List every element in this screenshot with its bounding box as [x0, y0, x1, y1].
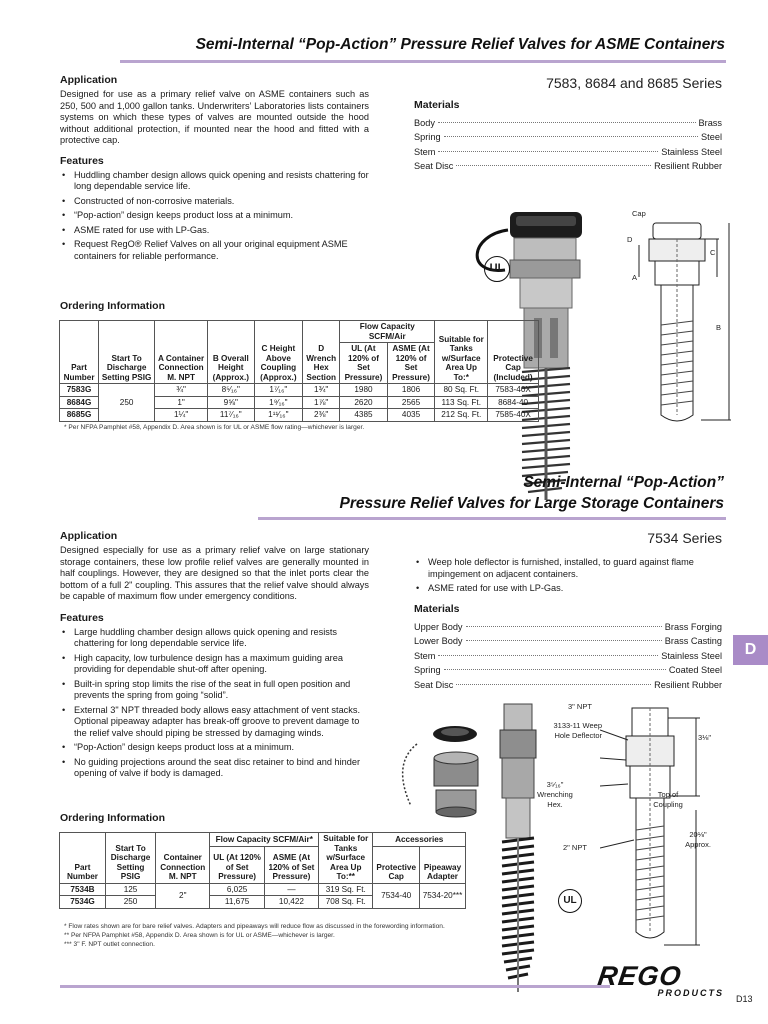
label-cap: Cap	[632, 209, 646, 218]
material-part: Body	[414, 117, 435, 128]
footnote: *** 3" F. NPT outlet connection.	[64, 941, 155, 948]
material-value: Brass Casting	[664, 636, 722, 646]
ordering-table-2	[59, 832, 466, 909]
material-part: Spring	[414, 665, 441, 675]
th-asme: ASME (At 120% of Set Pressure)	[264, 847, 318, 883]
chain-icon	[397, 740, 425, 810]
valve-photo-2	[488, 700, 548, 1000]
material-row	[414, 159, 722, 174]
material-part: Seat Disc	[414, 161, 454, 171]
section1-series: 7583, 8684 and 8685 Series	[546, 75, 722, 91]
cell-asme: —	[264, 883, 318, 896]
material-row	[414, 130, 722, 145]
section1-rule	[120, 60, 726, 63]
material-row	[414, 634, 722, 649]
features-heading: Features	[60, 154, 104, 167]
th-start: Start To Discharge Setting PSIG	[105, 833, 155, 884]
cell-cap: 7534-40	[373, 883, 420, 908]
label-a: A	[632, 273, 638, 282]
cell-a: 1"	[155, 396, 208, 409]
material-value: Brass	[698, 117, 722, 128]
feature-item: • Built-in spring stop limits the rise of the seat in full open position and prevents the spring from going “solid”.	[60, 679, 369, 702]
th-ul: UL (At 120% of Set Pressure)	[340, 343, 388, 384]
th-conn: Container Connection M. NPT	[156, 833, 210, 884]
cell-start: 125	[105, 883, 155, 896]
materials-heading: Materials	[414, 99, 460, 111]
feature-item: • Request RegO® Relief Valves on all your original equipment ASME containers for reliable performance.	[60, 239, 369, 262]
label-wrenching-hex: 3⁵⁄₁₆" Wrenching Hex.	[537, 780, 573, 809]
th-flow: Flow Capacity SCFM/Air	[340, 321, 435, 343]
cell-setting: 250	[99, 384, 155, 422]
material-part: Spring	[414, 132, 441, 142]
ordering-heading: Ordering Information	[60, 812, 165, 824]
label-3-1-8: 3⅛"	[698, 733, 712, 742]
cell-pipeaway: 7534-20***	[420, 883, 466, 908]
th-asme: ASME (At 120% of Set Pressure)	[387, 343, 435, 384]
section-tab-d: D	[733, 635, 768, 665]
th-part: Part Number	[60, 833, 106, 884]
cell-a: 1¼"	[155, 409, 208, 422]
cell-ul: 1980	[340, 384, 388, 397]
material-value: Resilient Rubber	[654, 161, 722, 171]
cell-c: 1⁹⁄₁₆"	[254, 396, 303, 409]
leader-dots	[466, 640, 662, 641]
material-part: Lower Body	[414, 636, 463, 646]
material-row	[414, 663, 722, 678]
cell-d: 2⅜"	[303, 409, 340, 422]
features-list	[60, 170, 369, 263]
cell-ul: 4385	[340, 409, 388, 422]
material-value: Resilient Rubber	[654, 679, 722, 690]
table-row	[60, 384, 539, 397]
cell-ul: 11,675	[210, 896, 264, 909]
th-tanks: Suitable for Tanks w/Surface Area Up To:**	[319, 833, 373, 884]
feature-item: • ASME rated for use with LP-Gas.	[60, 225, 369, 237]
th-pipeaway: Pipeaway Adapter	[420, 847, 466, 883]
label-c: C	[710, 248, 716, 257]
application-heading: Application	[60, 74, 118, 86]
cell-part: 7583G	[60, 384, 99, 397]
cell-ul: 2620	[340, 396, 388, 409]
material-row	[414, 116, 722, 131]
cell-connection: 2"	[156, 883, 210, 908]
section1-left-column	[60, 74, 369, 265]
cell-tanks: 319 Sq. Ft.	[319, 883, 373, 896]
material-value: Brass Forging	[664, 621, 722, 632]
valve-cutaway-diagram-2	[600, 700, 710, 950]
material-row	[414, 620, 722, 635]
bottom-rule	[60, 985, 610, 988]
leader-dots	[456, 165, 651, 166]
material-value: Coated Steel	[668, 665, 722, 675]
application-text: Designed especially for use as a primary relief valve on large stationary storage containers, these low profile relief valves are generally mounted in half couplings. However, they are designed so that the inlet ports clear the bottom of a full 2" coupling. This assures that the relief valve should always be capable of maximum flow under emergency conditions.	[60, 545, 369, 601]
cell-cap: 7585-40X	[488, 409, 539, 422]
materials-heading: Materials	[414, 603, 460, 615]
th-d: D Wrench Hex Section	[303, 321, 340, 384]
cell-d: 1¾"	[303, 384, 340, 397]
leader-dots	[444, 136, 698, 137]
ordering-table-1	[59, 320, 539, 422]
cell-part: 7534G	[60, 896, 106, 909]
material-row	[414, 649, 722, 664]
footnote-1: * Per NFPA Pamphlet #58, Appendix D. Area shown is for UL or ASME flow rating—whichever is larger.	[64, 424, 365, 431]
th-part: Part Number	[60, 321, 99, 384]
cell-b: 8⁵⁄₁₆"	[208, 384, 255, 397]
label-3-npt: 3" NPT	[568, 702, 592, 711]
th-a: A Container Connection M. NPT	[155, 321, 208, 384]
th-accessories: Accessories	[373, 833, 466, 847]
features-heading: Features	[60, 611, 104, 624]
feature-item: • No guiding projections around the seat disc retainer to bind and hinder opening of valve if body is damaged.	[60, 757, 369, 780]
section1-title: Semi-Internal “Pop-Action” Pressure Relief Valves for ASME Containers	[195, 36, 725, 53]
cell-c: 1⁷⁄₁₆"	[254, 384, 303, 397]
logo-sub: PRODUCTS	[657, 988, 724, 998]
feature-item: • Huddling chamber design allows quick opening and resists chattering for long dependable service life.	[60, 170, 369, 193]
th-start: Start To Discharge Setting PSIG	[99, 321, 155, 384]
section2-left-column	[60, 530, 369, 783]
ul-mark-icon: UL	[484, 256, 510, 282]
cell-asme: 4035	[387, 409, 435, 422]
material-value: Stainless Steel	[661, 650, 722, 661]
footnote: * Flow rates shown are for bare relief valves. Adapters and pipeaways will reduce flow as discussed in the forewording information.	[64, 923, 445, 930]
cell-tanks: 113 Sq. Ft.	[435, 396, 488, 409]
cell-asme: 10,422	[264, 896, 318, 909]
leader-dots	[444, 669, 666, 670]
page-number: D13	[736, 994, 753, 1004]
application-heading: Application	[60, 530, 118, 542]
th-ul: UL (At 120% of Set Pressure)	[210, 847, 264, 883]
section2-title-line2: Pressure Relief Valves for Large Storage Containers	[339, 495, 724, 512]
label-d: D	[627, 235, 633, 244]
cell-start: 250	[105, 896, 155, 909]
feature-item: • Large huddling chamber design allows quick opening and resists chattering for long dependable service life.	[60, 627, 369, 650]
feature-item: • External 3" NPT threaded body allows easy attachment of vent stacks. Optional pipeaway adapter has break-off groove to prevent damage to the relief valve should piping be stressed by damaging winds.	[60, 705, 369, 740]
footnotes-2	[64, 922, 504, 949]
label-b: B	[716, 323, 722, 332]
leader-dots	[466, 626, 662, 627]
label-approx-height: 20⅛" Approx.	[685, 830, 711, 849]
material-value: Steel	[701, 132, 722, 142]
feature-item: • ASME rated for use with LP-Gas.	[414, 583, 722, 595]
th-tanks: Suitable for Tanks w/Surface Area Up To:*	[435, 321, 488, 384]
cell-tanks: 80 Sq. Ft.	[435, 384, 488, 397]
section2-title-line1: Semi-Internal “Pop-Action”	[523, 474, 724, 491]
cell-b: 11⁷⁄₁₆"	[208, 409, 255, 422]
rego-logo	[595, 961, 724, 1002]
cell-b: 9⅝"	[208, 396, 255, 409]
cell-part: 8685G	[60, 409, 99, 422]
logo-text: REGO	[595, 961, 684, 991]
section2-series: 7534 Series	[647, 530, 722, 546]
cell-part: 8684G	[60, 396, 99, 409]
cell-tanks: 708 Sq. Ft.	[319, 896, 373, 909]
footnote: ** Per NFPA Pamphlet #58, Appendix D. Area shown is for UL or ASME—whichever is larger.	[64, 932, 335, 939]
th-c: C Height Above Coupling (Approx.)	[254, 321, 303, 384]
accessory-photos	[420, 720, 490, 830]
material-value: Stainless Steel	[661, 146, 722, 157]
cell-ul: 6,025	[210, 883, 264, 896]
th-cap: Protective Cap (Included)	[488, 321, 539, 384]
cell-part: 7534B	[60, 883, 106, 896]
section2-rule	[258, 517, 726, 520]
section2-materials	[414, 602, 722, 692]
feature-item: • High capacity, low turbulence design has a maximum guiding area providing for dependable shut-off after opening.	[60, 653, 369, 676]
material-part: Stem	[414, 650, 436, 661]
cell-a: ¾"	[155, 384, 208, 397]
th-cap: Protective Cap	[373, 847, 420, 883]
label-weep-hole-deflector: 3133-11 Weep Hole Deflector	[553, 721, 602, 740]
label-2-npt: 2" NPT	[563, 843, 587, 852]
features-list	[60, 627, 369, 780]
ul-mark-icon: UL	[558, 889, 582, 913]
material-part: Stem	[414, 146, 436, 157]
cell-cap: 8684-40	[488, 396, 539, 409]
table-row	[60, 883, 466, 896]
section1-materials	[414, 98, 722, 174]
feature-item: • “Pop-Action” design keeps product loss at a minimum.	[60, 742, 369, 754]
leader-dots	[438, 655, 658, 656]
ordering-heading: Ordering Information	[60, 300, 165, 312]
th-b: B Overall Height (Approx.)	[208, 321, 255, 384]
leader-dots	[438, 122, 696, 123]
cell-asme: 2565	[387, 396, 435, 409]
material-row	[414, 678, 722, 693]
material-row	[414, 145, 722, 160]
cell-asme: 1806	[387, 384, 435, 397]
cell-cap: 7583-40X	[488, 384, 539, 397]
cell-c: 1¹¹⁄₁₆"	[254, 409, 303, 422]
material-part: Seat Disc	[414, 679, 454, 690]
features-list-right	[414, 557, 722, 598]
material-part: Upper Body	[414, 621, 463, 632]
cell-d: 1⅞"	[303, 396, 340, 409]
label-top-of-coupling: Top of Coupling	[653, 790, 683, 809]
feature-item: • Weep hole deflector is furnished, installed, to guard against flame impingement on adjacent containers.	[414, 557, 722, 580]
feature-item: • “Pop-action” design keeps product loss at a minimum.	[60, 210, 369, 222]
leader-dots	[438, 151, 658, 152]
cell-tanks: 212 Sq. Ft.	[435, 409, 488, 422]
application-text: Designed for use as a primary relief valve on ASME containers such as 250, 500 and 1,000 gallon tanks. Underwriters’ Laboratories lists containers systems on which these types of valves are mounted outside the hood without additional protection, if mounted near the hood and fitted with a protective cap.	[60, 89, 369, 145]
feature-item: • Constructed of non-corrosive materials.	[60, 196, 369, 208]
leader-dots	[456, 684, 651, 685]
th-flow: Flow Capacity SCFM/Air*	[210, 833, 319, 847]
